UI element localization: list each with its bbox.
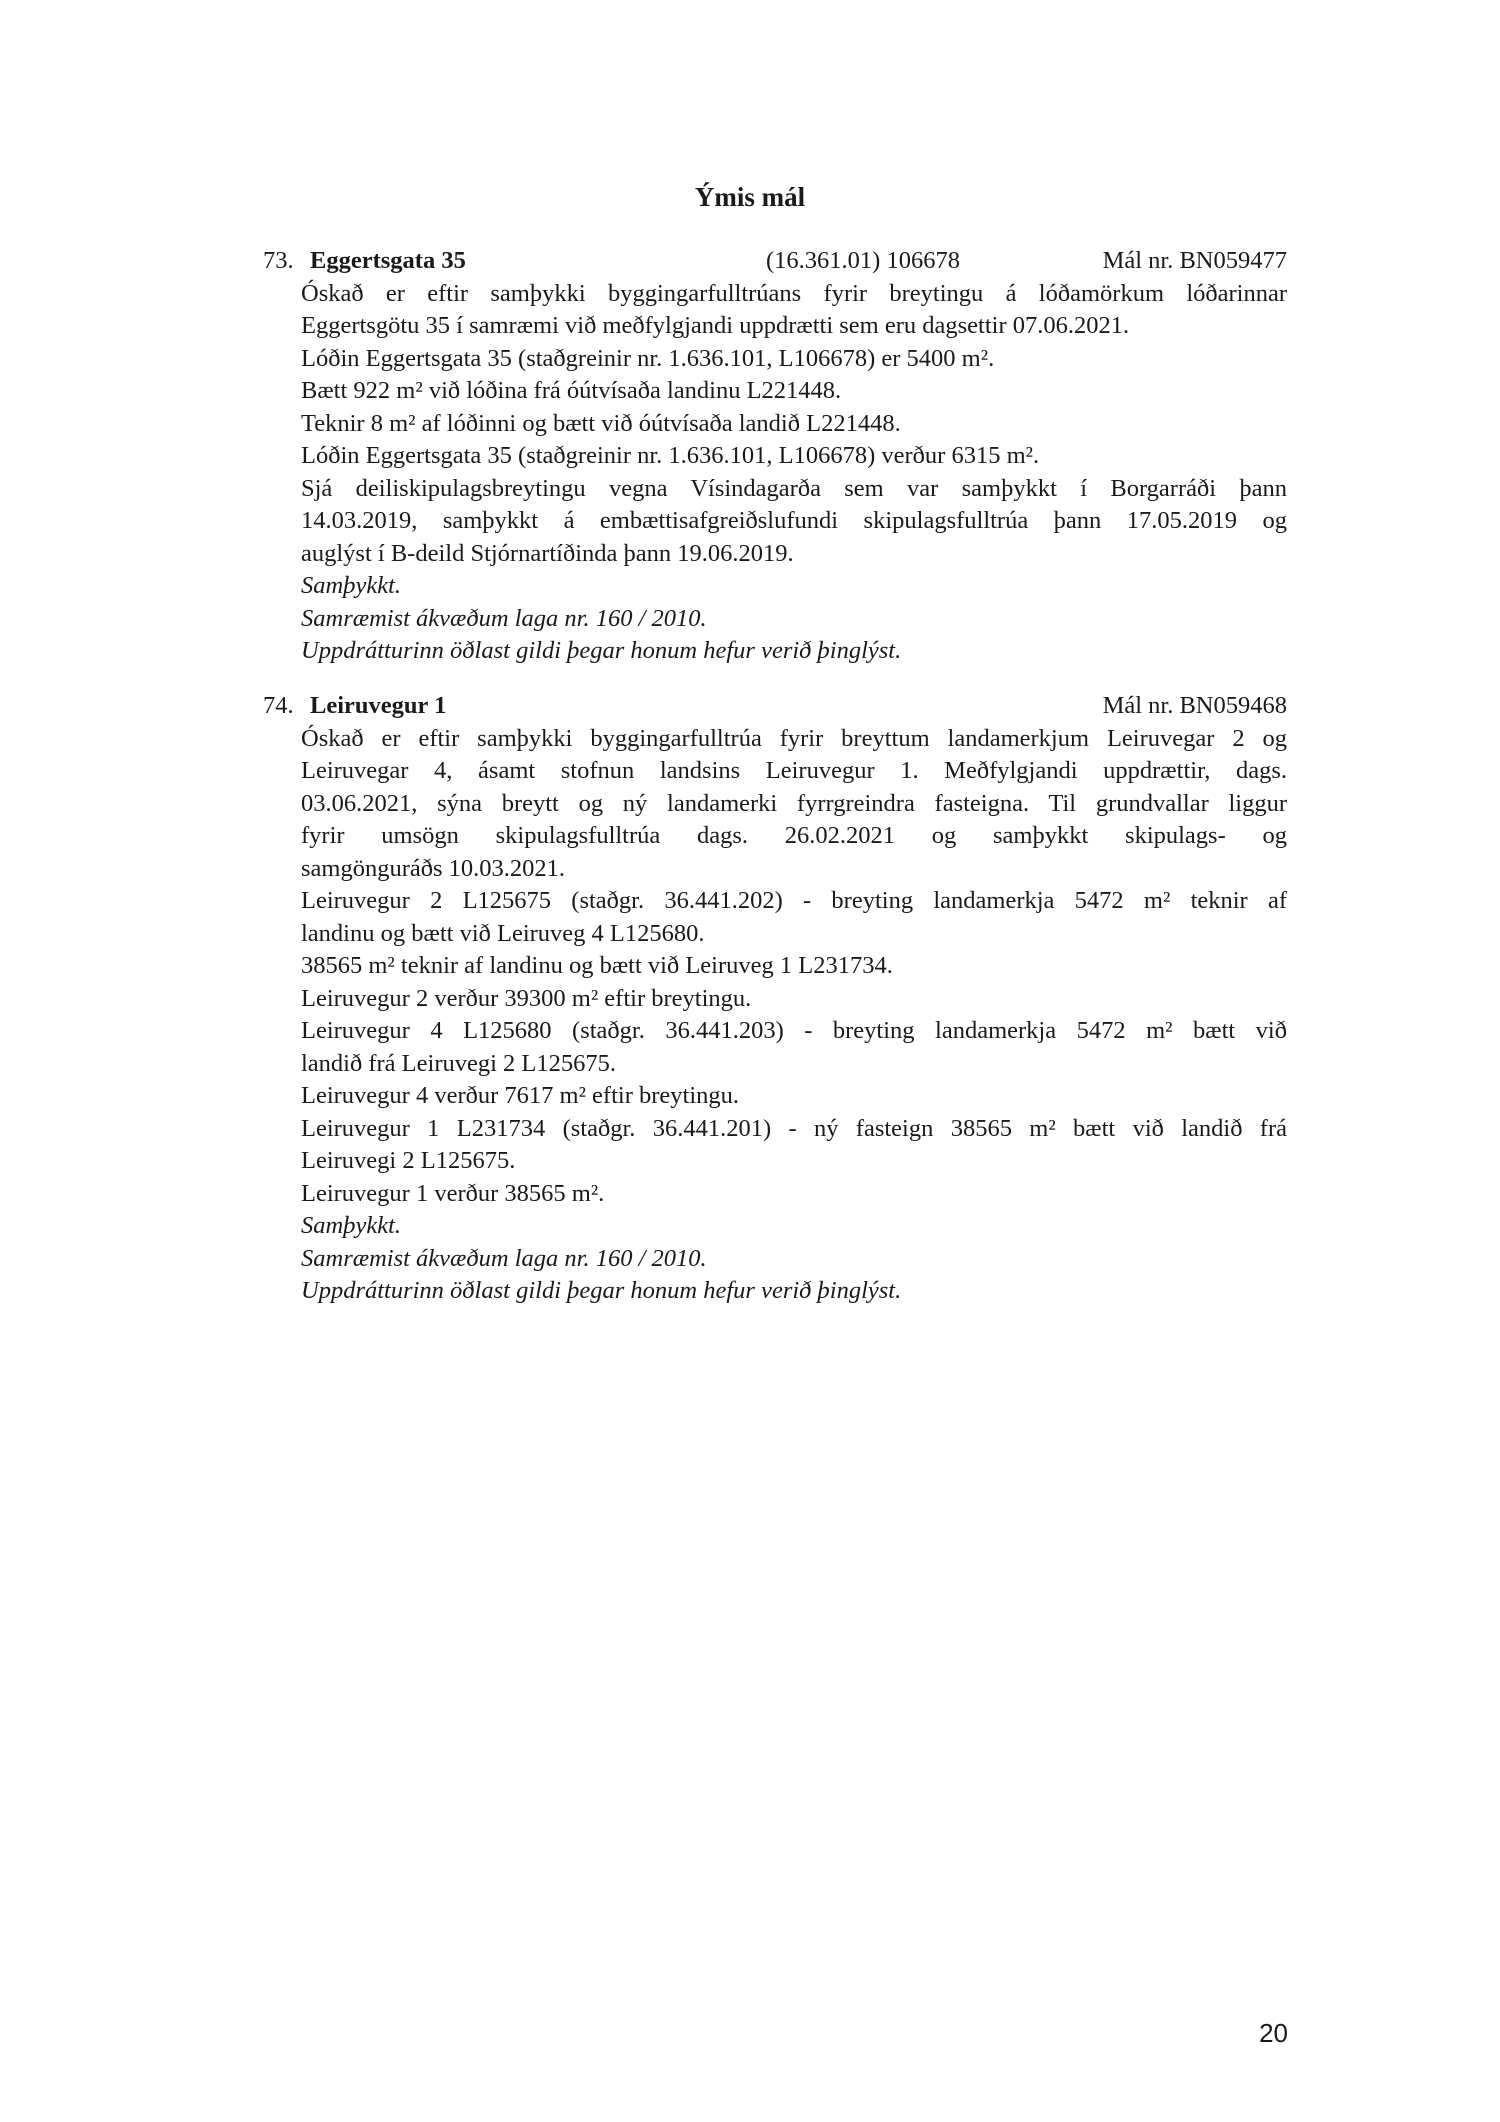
case-reference: Mál nr. BN059477 [1102, 247, 1287, 274]
body-line: Leiruvegur 4 L125680 (staðgr. 36.441.203) - breyting landamerkja 5472 m² bætt við [301, 1017, 1287, 1044]
body-line: Leiruvegur 2 L125675 (staðgr. 36.441.202) - breyting landamerkja 5472 m² teknir af [301, 887, 1287, 914]
decision: Samþykkt. [301, 1212, 401, 1239]
body-line: landið frá Leiruvegi 2 L125675. [301, 1049, 617, 1077]
page-heading: Ýmis mál [694, 182, 806, 212]
case-number: 74. [263, 692, 294, 719]
body-line: Leiruvegur 4 verður 7617 m² eftir breytingu. [301, 1082, 740, 1109]
body-line: auglýst í B-deild Stjórnartíðinda þann 19.06.2019. [301, 539, 794, 567]
body-line: Sjá deiliskipulagsbreytingu vegna Vísindagarða sem var samþykkt í Borgarráði þann [301, 474, 1287, 502]
body-line: Bætt 922 m² við lóðina frá óútvísaða landinu L221448. [301, 377, 842, 404]
body-line: Óskað er eftir samþykki byggingarfulltrúans fyrir breytingu á lóðamörkum lóðarinnar [301, 279, 1287, 307]
body-line: Leiruvegar 4, ásamt stofnun landsins Leiruvegur 1. Meðfylgjandi uppdrættir, dags. [301, 757, 1287, 784]
case-body [301, 723, 1287, 1308]
body-line: Leiruvegur 1 L231734 (staðgr. 36.441.201) - ný fasteign 38565 m² bætt við landið frá [301, 1114, 1287, 1142]
body-line: samgönguráðs 10.03.2021. [301, 854, 566, 882]
body-line: 14.03.2019, samþykkt á embættisafgreiðslufundi skipulagsfulltrúa þann 17.05.2019 og [301, 507, 1287, 534]
case-73 [263, 245, 1287, 668]
law-reference: Samræmist ákvæðum laga nr. 160 / 2010. [301, 1244, 707, 1272]
case-address: Eggertsgata 35 [310, 247, 466, 274]
body-line: landinu og bætt við Leiruveg 4 L125680. [301, 919, 705, 947]
body-line: 03.06.2021, sýna breytt og ný landamerki fyrrgreindra fasteigna. Til grundvallar liggur [301, 789, 1287, 817]
body-line: Teknir 8 m² af lóðinni og bætt við óútvísaða landið L221448. [301, 409, 901, 437]
body-line: Lóðin Eggertsgata 35 (staðgreinir nr. 1.636.101, L106678) er 5400 m². [301, 344, 995, 372]
case-number: 73. [263, 247, 294, 274]
validity-note: Uppdrátturinn öðlast gildi þegar honum hefur verið þinglýst. [301, 1277, 902, 1304]
case-address: Leiruvegur 1 [310, 692, 447, 719]
body-line: Leiruvegur 2 verður 39300 m² eftir breytingu. [301, 984, 752, 1012]
body-line: fyrir umsögn skipulagsfulltrúa dags. 26.02.2021 og samþykkt skipulags- og [301, 822, 1287, 849]
case-body [301, 278, 1287, 668]
body-line: Lóðin Eggertsgata 35 (staðgreinir nr. 1.636.101, L106678) verður 6315 m². [301, 442, 1040, 469]
body-line: Óskað er eftir samþykki byggingarfulltrúa fyrir breyttum landamerkjum Leiruvegar 2 og [301, 724, 1287, 752]
body-line: Leiruvegur 1 verður 38565 m². [301, 1179, 605, 1207]
case-reference: Mál nr. BN059468 [1102, 692, 1287, 719]
body-line: Eggertsgötu 35 í samræmi við meðfylgjandi uppdrætti sem eru dagsettir 07.06.2021. [301, 312, 1130, 339]
body-line: 38565 m² teknir af landinu og bætt við Leiruveg 1 L231734. [301, 952, 893, 979]
case-header [263, 690, 1287, 723]
page-number: 20 [1259, 2018, 1288, 2048]
land-id: (16.361.01) 106678 [766, 247, 960, 274]
validity-note: Uppdrátturinn öðlast gildi þegar honum hefur verið þinglýst. [301, 637, 902, 664]
law-reference: Samræmist ákvæðum laga nr. 160 / 2010. [301, 604, 707, 632]
case-header [263, 245, 1287, 278]
body-line: Leiruvegi 2 L125675. [301, 1147, 516, 1174]
decision: Samþykkt. [301, 572, 401, 599]
case-74 [263, 690, 1287, 1308]
